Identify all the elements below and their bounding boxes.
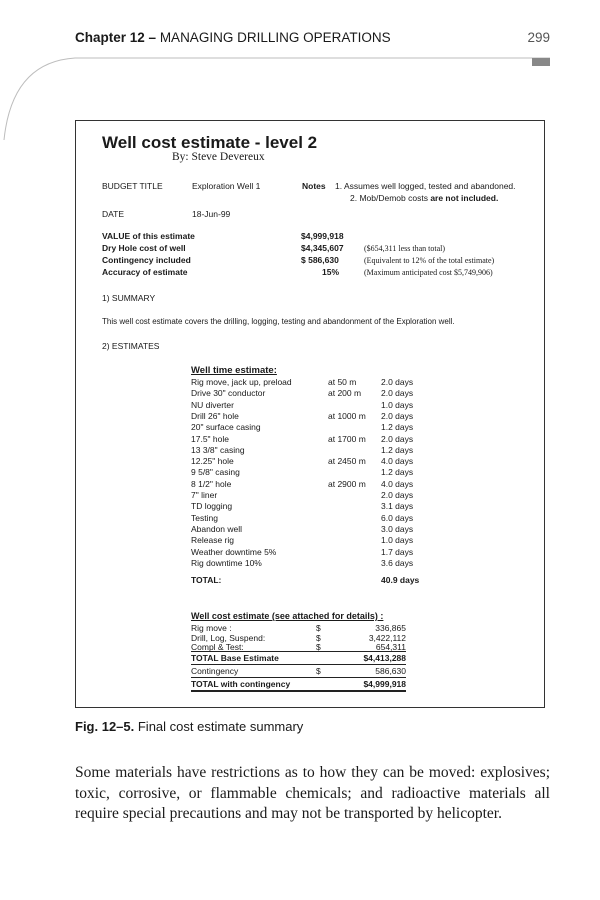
cost-label: Compl & Test: <box>191 642 244 652</box>
time-days: 1.2 days <box>381 444 414 455</box>
estimate-value: $4,999,918 <box>301 231 344 241</box>
time-depth: at 2450 m <box>328 456 366 467</box>
estimate-label: VALUE of this estimate <box>102 231 195 241</box>
body-paragraph: Some materials have restrictions as to how they can be moved: explosives; toxic, corrosive, or flammable chemicals; and radioactive materials all require special precautions and may not be transported by helicopter. <box>75 764 550 822</box>
time-days: 1.0 days <box>381 399 414 410</box>
time-op: 9 5/8" casing <box>191 467 240 478</box>
note-2-emphasis: are not included. <box>430 193 499 203</box>
cost-dollar: $ <box>316 623 321 633</box>
base-estimate-row <box>191 653 406 664</box>
time-days: 4.0 days <box>381 456 414 467</box>
time-row <box>191 535 431 546</box>
time-op: 17.5" hole <box>191 433 229 444</box>
contingency-dollar: $ <box>316 666 321 676</box>
cost-label: Rig move : <box>191 623 232 633</box>
time-row <box>191 434 431 445</box>
time-days: 4.0 days <box>381 478 414 489</box>
time-days: 1.7 days <box>381 546 414 557</box>
caption-label: Fig. 12–5. <box>75 719 135 734</box>
contingency-value: 586,630 <box>375 666 406 676</box>
time-days: 2.0 days <box>381 433 414 444</box>
time-op: Weather downtime 5% <box>191 546 277 557</box>
contingency-label: Contingency <box>191 666 239 676</box>
time-op: Rig downtime 10% <box>191 557 262 568</box>
time-row <box>191 479 431 490</box>
final-total-value: $4,999,918 <box>363 679 406 689</box>
time-op: Release rig <box>191 535 234 546</box>
date-value: 18-Jun-99 <box>192 209 231 219</box>
time-days: 1.0 days <box>381 535 414 546</box>
divider <box>191 651 406 652</box>
time-days: 6.0 days <box>381 512 414 523</box>
time-row <box>191 456 431 467</box>
time-depth: at 1000 m <box>328 410 366 421</box>
time-row <box>191 411 431 422</box>
page-decoration-curve <box>0 0 600 140</box>
time-op: Drill 26" hole <box>191 410 239 421</box>
time-row <box>191 524 431 535</box>
time-total-row <box>191 575 431 586</box>
time-total-label: TOTAL: <box>191 575 222 585</box>
time-days: 2.0 days <box>381 377 414 387</box>
time-row <box>191 490 431 501</box>
base-estimate-label: TOTAL Base Estimate <box>191 653 279 663</box>
time-row <box>191 400 431 411</box>
date-label: DATE <box>102 209 125 219</box>
summary-text: This well cost estimate covers the drilling, logging, testing and abandonment of the Exploration well. <box>102 317 455 326</box>
divider <box>191 664 406 665</box>
time-days: 1.2 days <box>381 467 414 478</box>
estimate-author: By: Steve Devereux <box>172 151 265 163</box>
time-op: 12.25" hole <box>191 456 234 467</box>
time-estimate-heading: Well time estimate: <box>191 365 277 376</box>
cost-label: Drill, Log, Suspend: <box>191 632 266 643</box>
time-row <box>191 445 431 456</box>
budget-title-label: BUDGET TITLE <box>102 181 163 191</box>
final-total-label: TOTAL with contingency <box>191 679 291 689</box>
time-op: NU diverter <box>191 399 234 410</box>
time-row <box>191 547 431 558</box>
time-days: 3.1 days <box>381 501 414 512</box>
time-days: 2.0 days <box>381 388 414 399</box>
time-row <box>191 377 431 388</box>
time-op: 20" surface casing <box>191 422 261 433</box>
time-days: 2.0 days <box>381 490 414 500</box>
chapter-title: MANAGING DRILLING OPERATIONS <box>159 30 391 45</box>
divider <box>191 677 406 678</box>
cost-dollar: $ <box>316 632 321 643</box>
final-total-row <box>191 679 406 690</box>
time-row <box>191 558 431 569</box>
time-op: Drive 30" conductor <box>191 388 266 399</box>
time-op: 8 1/2" hole <box>191 478 232 489</box>
estimate-value: 15% <box>322 267 340 277</box>
caption-text: Final cost estimate summary <box>134 719 304 734</box>
cost-value: 336,865 <box>375 623 406 633</box>
estimates-heading: 2) ESTIMATES <box>102 341 160 351</box>
time-op: Abandon well <box>191 523 243 534</box>
time-depth: at 1700 m <box>328 433 366 444</box>
time-depth: at 50 m <box>328 377 357 387</box>
time-depth: at 200 m <box>328 388 362 399</box>
estimate-value: $4,345,607 <box>301 243 344 253</box>
cost-dollar: $ <box>316 642 321 652</box>
time-op: TD logging <box>191 501 233 512</box>
time-row <box>191 501 431 512</box>
notes-label: Notes <box>302 181 326 191</box>
time-op: 13 3/8" casing <box>191 444 245 455</box>
time-op: Rig move, jack up, preload <box>191 377 292 387</box>
double-underline <box>191 690 406 692</box>
estimate-label: Accuracy of estimate <box>102 267 188 277</box>
time-days: 2.0 days <box>381 410 414 421</box>
contingency-row <box>191 666 406 677</box>
base-estimate-value: $4,413,288 <box>363 653 406 663</box>
cost-value: 3,422,112 <box>368 632 406 643</box>
time-days: 3.0 days <box>381 523 414 534</box>
summary-heading: 1) SUMMARY <box>102 293 156 303</box>
time-row <box>191 467 431 478</box>
time-op: 7" liner <box>191 490 218 500</box>
estimate-label: Dry Hole cost of well <box>102 243 186 253</box>
page-tab-marker <box>532 58 550 66</box>
time-row <box>191 513 431 524</box>
cost-estimate-heading: Well cost estimate (see attached for details) : <box>191 611 384 621</box>
cost-value: 654,311 <box>375 642 406 652</box>
time-row <box>191 388 431 399</box>
time-total-value: 40.9 days <box>381 575 420 585</box>
estimate-note: (Equivalent to 12% of the total estimate) <box>364 256 495 265</box>
figure-caption <box>75 719 303 734</box>
time-days: 1.2 days <box>381 422 414 433</box>
budget-title-value: Exploration Well 1 <box>192 181 261 191</box>
time-row <box>191 422 431 433</box>
time-days: 3.6 days <box>381 557 414 568</box>
estimate-note: ($654,311 less than total) <box>364 244 446 253</box>
time-op: Testing <box>191 512 218 523</box>
note-1: 1. Assumes well logged, tested and abandoned. <box>335 181 516 191</box>
estimate-note: (Maximum anticipated cost $5,749,906) <box>364 268 493 277</box>
estimate-label: Contingency included <box>102 255 191 265</box>
time-depth: at 2900 m <box>328 478 366 489</box>
figure-well-cost-estimate <box>75 120 545 708</box>
estimate-title: Well cost estimate - level 2 <box>102 133 318 152</box>
note-2 <box>350 193 498 203</box>
note-2-text: 2. Mob/Demob costs <box>350 193 431 203</box>
chapter-number: Chapter 12 – <box>75 30 157 45</box>
estimate-value: $ 586,630 <box>301 255 339 265</box>
page-number: 299 <box>527 30 550 45</box>
